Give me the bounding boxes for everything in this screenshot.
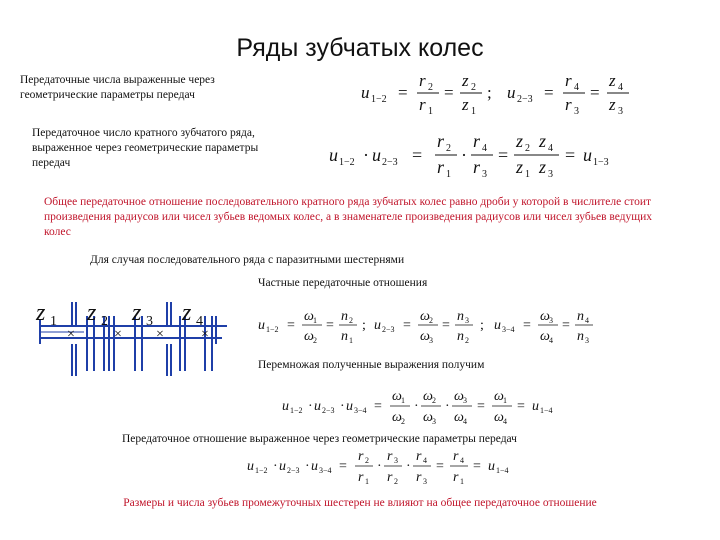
f4-eq-3: = — [517, 399, 525, 414]
diagram-label-z3-sub: 3 — [146, 314, 153, 329]
f4-dot-4: · — [445, 399, 450, 414]
f3-n2b: n — [457, 329, 464, 344]
f5-eq-3: = — [473, 459, 481, 474]
f1-r3: r — [565, 95, 572, 114]
f5-r2b: r — [387, 470, 393, 485]
f5-r2b-sub: 2 — [394, 477, 398, 486]
formula-product-omega — [280, 384, 580, 430]
f5-r4: r — [416, 449, 422, 464]
f1-z3-sub: 3 — [618, 106, 623, 117]
f4-w2-sub: 2 — [401, 417, 405, 426]
f3-n3b-sub: 3 — [585, 336, 589, 345]
f3-n4: n — [577, 309, 584, 324]
f3-eq-5: = — [523, 318, 531, 333]
f2-z2: z — [516, 131, 524, 151]
f3-n3-sub: 3 — [465, 316, 469, 325]
f5-dot-3: · — [377, 459, 382, 474]
f1-u23: u — [507, 83, 516, 102]
f1-z1: z — [462, 95, 469, 114]
f2-eq-3: = — [565, 145, 576, 165]
diagram-label-z2: z — [87, 300, 97, 326]
f2-z4: z — [539, 131, 547, 151]
f4-w4: ω — [454, 410, 464, 425]
f4-w1: ω — [392, 389, 402, 404]
f5-r3b: r — [416, 470, 422, 485]
f4-dot-3: · — [414, 399, 419, 414]
f4-u14: u — [532, 399, 539, 414]
f1-z3: z — [609, 95, 616, 114]
f3-eq-6: = — [562, 318, 570, 333]
f4-u14-sub: 1−4 — [540, 406, 553, 415]
diagram-cross-1: × — [67, 327, 75, 342]
f2-dot-1: · — [363, 145, 369, 165]
f4-eq-1: = — [374, 399, 382, 414]
f4-u12: u — [282, 399, 289, 414]
f5-r1: r — [358, 470, 364, 485]
diagram-cross-3: × — [156, 327, 164, 342]
f4-u23: u — [314, 399, 321, 414]
f3-n3: n — [457, 309, 464, 324]
f4-w4b: ω — [494, 410, 504, 425]
multiply-text: Перемножая полученные выражения получим — [258, 359, 485, 371]
f3-w4-sub: 4 — [549, 336, 553, 345]
f5-r2-sub: 2 — [365, 456, 369, 465]
conclusion-text: Размеры и числа зубьев промежуточных шестерен не влияют на общее передаточное отношение — [123, 497, 597, 509]
f5-r4b-sub: 4 — [460, 456, 464, 465]
f3-w3b: ω — [540, 309, 550, 324]
f2-dot-2: · — [461, 145, 467, 165]
f2-r1-sub: 1 — [446, 169, 451, 180]
f1-semicolon: ; — [487, 83, 492, 102]
f2-u12: u — [329, 145, 338, 165]
f5-u12: u — [247, 459, 254, 474]
f3-n2: n — [341, 309, 348, 324]
f2-r4: r — [473, 131, 481, 151]
f4-u34-sub: 3−4 — [354, 406, 367, 415]
f5-u12-sub: 1−2 — [255, 466, 268, 475]
f4-w3b: ω — [454, 389, 464, 404]
f3-n2b-sub: 2 — [465, 336, 469, 345]
f5-u23-sub: 2−3 — [287, 466, 300, 475]
diagram-label-z3: z — [132, 300, 142, 326]
f5-u34-sub: 3−4 — [319, 466, 332, 475]
f1-eq-1: = — [398, 83, 408, 102]
f5-u14: u — [488, 459, 495, 474]
f5-dot-1: · — [273, 459, 278, 474]
f2-r2: r — [437, 131, 445, 151]
f3-w2-sub: 2 — [313, 336, 317, 345]
f3-w2b-sub: 2 — [429, 316, 433, 325]
f2-r3: r — [473, 157, 481, 177]
diagram-label-z4: z — [182, 300, 192, 326]
geometric-ratio-text: Передаточное отношение выраженное через геометрические параметры передач — [122, 433, 517, 445]
f4-w3: ω — [423, 410, 433, 425]
f1-eq-4: = — [590, 83, 600, 102]
f4-w1b-sub: 1 — [503, 396, 507, 405]
f5-r4-sub: 4 — [423, 456, 427, 465]
f5-r1b-sub: 1 — [460, 477, 464, 486]
formula-partial-ratios — [256, 305, 601, 349]
f3-w3: ω — [420, 329, 430, 344]
f5-eq-1: = — [339, 459, 347, 474]
f2-z3: z — [539, 157, 547, 177]
f4-w1-sub: 1 — [401, 396, 405, 405]
f3-n3b: n — [577, 329, 584, 344]
f3-n2-sub: 2 — [349, 316, 353, 325]
f2-z3-sub: 3 — [548, 169, 553, 180]
f4-w2b-sub: 2 — [432, 396, 436, 405]
f5-dot-4: · — [406, 459, 411, 474]
f1-z1-sub: 1 — [471, 106, 476, 117]
f3-w3b-sub: 3 — [549, 316, 553, 325]
f2-z1-sub: 1 — [525, 169, 530, 180]
partial-ratios-label: Частные передаточные отношения — [258, 277, 428, 289]
f5-u34: u — [311, 459, 318, 474]
f2-z1: z — [516, 157, 524, 177]
f5-dot-2: · — [305, 459, 310, 474]
f3-w3-sub: 3 — [429, 336, 433, 345]
f3-w2b: ω — [420, 309, 430, 324]
f5-u23: u — [279, 459, 286, 474]
f1-r3-sub: 3 — [574, 106, 579, 117]
f1-r4: r — [565, 71, 572, 90]
f5-r2: r — [358, 449, 364, 464]
f3-n4-sub: 4 — [585, 316, 589, 325]
f2-r4-sub: 4 — [482, 143, 487, 154]
f3-n1-sub: 1 — [349, 336, 353, 345]
f1-z2: z — [462, 71, 469, 90]
f3-eq-4: = — [442, 318, 450, 333]
f3-u23-sub: 2−3 — [382, 325, 395, 334]
f5-r3b-sub: 3 — [423, 477, 427, 486]
f3-n1: n — [341, 329, 348, 344]
f5-u14-sub: 1−4 — [496, 466, 509, 475]
f3-u23: u — [374, 318, 381, 333]
f5-r3-sub: 3 — [394, 456, 398, 465]
formula-product-radii — [245, 444, 525, 490]
f4-u23-sub: 2−3 — [322, 406, 335, 415]
idler-case-text: Для случая последовательного ряда с паразитными шестернями — [90, 254, 405, 266]
f3-w1: ω — [304, 309, 314, 324]
diagram-cross-4: × — [201, 327, 209, 342]
f4-w2: ω — [392, 410, 402, 425]
f2-u13: u — [583, 145, 592, 165]
diagram-label-z2-sub: 2 — [101, 314, 108, 329]
diagram-cross-2: × — [114, 327, 122, 342]
f4-dot-2: · — [340, 399, 345, 414]
f3-eq-2: = — [326, 318, 334, 333]
f3-w4: ω — [540, 329, 550, 344]
f4-dot-1: · — [308, 399, 313, 414]
f3-w2: ω — [304, 329, 314, 344]
f4-w3b-sub: 3 — [463, 396, 467, 405]
diagram-label-z1-sub: 1 — [50, 314, 57, 329]
intro-text-ratio-numbers: Передаточные числа выраженные через геометрические параметры передач — [20, 74, 215, 101]
f5-r1-sub: 1 — [365, 477, 369, 486]
f1-r2: r — [419, 71, 426, 90]
f2-u13-sub: 1−3 — [593, 157, 609, 168]
diagram-label-z4-sub: 4 — [196, 314, 203, 329]
f1-eq-2: = — [444, 83, 454, 102]
f1-u23-sub: 2−3 — [517, 94, 533, 105]
f1-z4: z — [609, 71, 616, 90]
f4-eq-2: = — [477, 399, 485, 414]
f3-u12: u — [258, 318, 265, 333]
f4-w2b: ω — [423, 389, 433, 404]
f2-z2-sub: 2 — [525, 143, 530, 154]
f3-sep-1: ; — [362, 318, 366, 333]
formula-gear-ratios — [355, 68, 640, 118]
f3-eq-3: = — [403, 318, 411, 333]
general-rule-text: Общее передаточное отношение последовательного кратного ряда зубчатых колес равно дроби у которой в числителе стоит произведения радиусов или чисел зубьев ведомых колес, а в знаменателе произведения радиусов или чисел зубьев ведущих колес — [44, 196, 653, 238]
slide-title: Ряды зубчатых колес — [236, 34, 484, 62]
f5-r3: r — [387, 449, 393, 464]
f1-z4-sub: 4 — [618, 82, 623, 93]
f2-z4-sub: 4 — [548, 143, 553, 154]
f2-r3-sub: 3 — [482, 169, 487, 180]
f3-eq-1: = — [287, 318, 295, 333]
f2-u23-sub: 2−3 — [382, 157, 398, 168]
f5-r4b: r — [453, 449, 459, 464]
f1-r1-sub: 1 — [428, 106, 433, 117]
f2-eq-1: = — [412, 145, 423, 165]
f2-r2-sub: 2 — [446, 143, 451, 154]
f1-r4-sub: 4 — [574, 82, 579, 93]
f5-eq-2: = — [436, 459, 444, 474]
gear-train-diagram — [32, 296, 227, 380]
f1-r1: r — [419, 95, 426, 114]
formula-multiple-ratio — [325, 125, 645, 185]
f3-w1-sub: 1 — [313, 316, 317, 325]
f2-u23: u — [372, 145, 381, 165]
f2-u12-sub: 1−2 — [339, 157, 355, 168]
f3-u34: u — [494, 318, 501, 333]
f3-u34-sub: 3−4 — [502, 325, 515, 334]
f1-z2-sub: 2 — [471, 82, 476, 93]
f4-w4b-sub: 4 — [503, 417, 507, 426]
intro-text-multiple-ratio: Передаточное число кратного зубчатого ряда, выраженное через геометрические параметры передач — [32, 127, 259, 169]
diagram-label-z1: z — [36, 300, 46, 326]
f4-w4-sub: 4 — [463, 417, 467, 426]
f4-w1b: ω — [494, 389, 504, 404]
f2-eq-2: = — [498, 145, 509, 165]
f1-u12: u — [361, 83, 370, 102]
f3-u12-sub: 1−2 — [266, 325, 279, 334]
f1-u12-sub: 1−2 — [371, 94, 387, 105]
f1-r2-sub: 2 — [428, 82, 433, 93]
f4-w3-sub: 3 — [432, 417, 436, 426]
f1-eq-3: = — [544, 83, 554, 102]
f2-r1: r — [437, 157, 445, 177]
f3-sep-2: ; — [480, 318, 484, 333]
f5-r1b: r — [453, 470, 459, 485]
f4-u34: u — [346, 399, 353, 414]
f4-u12-sub: 1−2 — [290, 406, 303, 415]
